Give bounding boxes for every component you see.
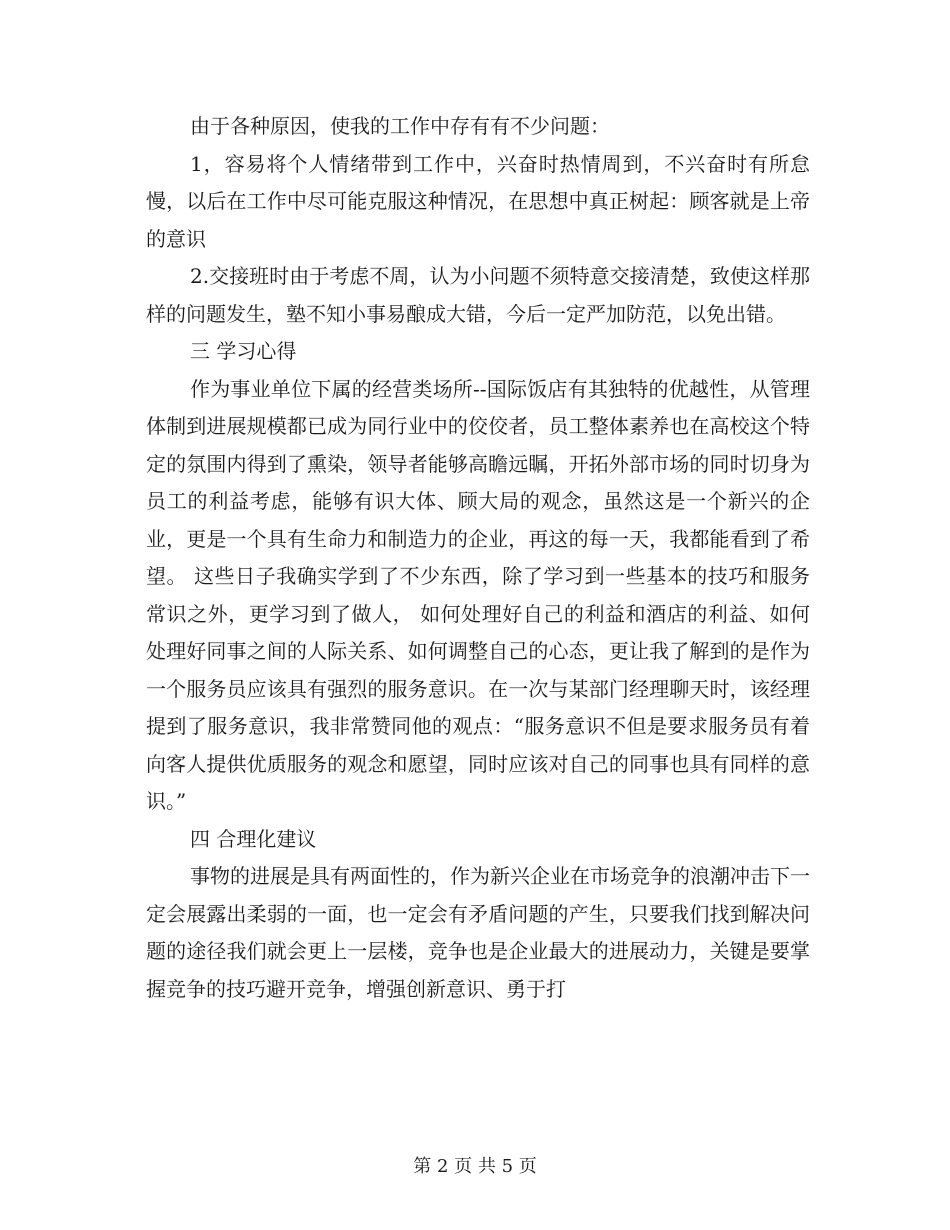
section-heading-learning: 三 学习心得 <box>190 339 297 363</box>
page-footer: 第 2 页 共 5 页 <box>413 1156 537 1177</box>
paragraph-suggestions: 事物的进展是具有两面性的，作为新兴企业在市场竞争的浪潮冲击下一定会展露出柔弱的一面，也一定会有矛盾问题的产生，只要我们找到解决问题的途径我们就会更上一层楼，竞争也是企业最大的进展动力，关键是要掌握竞争的技巧避开竞争，增强创新意识、勇于打 <box>146 864 810 1001</box>
section-heading-suggestions: 四 合理化建议 <box>190 826 317 851</box>
page-body <box>146 108 810 1008</box>
paragraph-problem-2: 2.交接班时由于考虑不周，认为小问题不须特意交接清楚，致使这样那样的问题发生，塾不知小事易酿成大错，今后一定严加防范，以免出错。 <box>146 264 810 326</box>
paragraph-problems-intro: 由于各种原因，使我的工作中存有有不少问题： <box>190 114 610 138</box>
paragraph-learning: 作为事业单位下属的经营类场所--国际饭店有其独特的优越性，从管理体制到进展规模都已成为同行业中的佼佼者，员工整体素养也在高校这个特定的氛围内得到了熏染，领导者能够高瞻远瞩，开拓外部市场的同时切身为员工的利益考虑，能够有识大体、顾大局的观念，虽然这是一个新兴的企业，更是一个具有生命力和制造力的企业，再这的每一天，我都能看到了希望。 这些日子我确实学到了不少东西，除了学习到一些基本的技巧和服务常识之外，更学习到了做人， 如何处理好自己的利益和酒店的利益、如何处理好同事之间的人际关系、如何调整自己的心态，更让我了解到的是作为一个服务员应该具有强烈的服务意识。在一次与某部门经理聊天时，该经理提到了服务意识，我非常赞同他的观点：“服务意识不但是要求服务员有着向客人提供优质服务的观念和愿望，同时应该对自己的同事也具有同样的意识。” <box>146 376 810 813</box>
paragraph-problem-1: 1，容易将个人情绪带到工作中，兴奋时热情周到，不兴奋时有所怠慢，以后在工作中尽可能克服这种情况，在思想中真正树起：顾客就是上帝的意识 <box>146 151 810 251</box>
